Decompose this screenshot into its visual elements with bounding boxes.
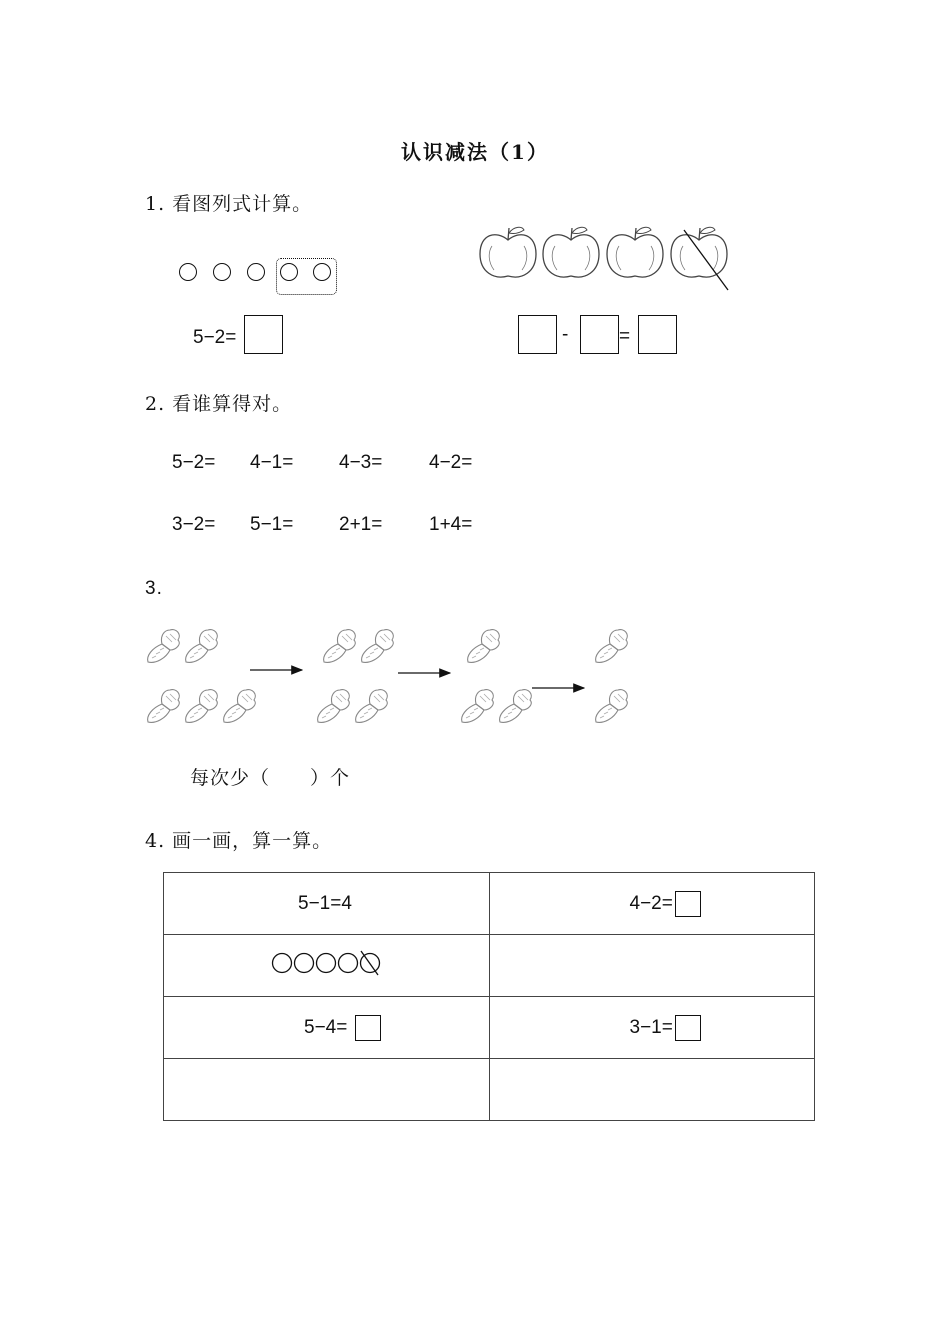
circle <box>179 263 197 281</box>
carrot-icon <box>356 690 388 723</box>
apple-group <box>478 224 738 294</box>
circle <box>213 263 231 281</box>
apple-icon <box>671 227 727 277</box>
drawing-area[interactable] <box>164 1059 490 1121</box>
answer-box[interactable] <box>355 1015 381 1041</box>
carrot-icon <box>148 690 180 723</box>
equation: 5−4= <box>304 1016 348 1038</box>
carrot-icon <box>186 690 218 723</box>
circle <box>339 954 358 973</box>
apple-icon <box>543 227 599 277</box>
carrot-icon <box>224 690 256 723</box>
answer-box[interactable] <box>518 315 557 354</box>
table-cell <box>489 997 815 1059</box>
answer-box[interactable] <box>244 315 283 354</box>
equation: 4−2= <box>629 892 673 914</box>
equation: 5−1= <box>250 514 294 535</box>
answer-box[interactable] <box>580 315 619 354</box>
equation-left: 5−2= <box>193 327 237 348</box>
question-3-heading: 3. <box>145 578 163 599</box>
circle <box>280 263 298 281</box>
carrot-icon <box>468 630 500 663</box>
answer-box[interactable] <box>638 315 677 354</box>
answer-box[interactable] <box>675 1015 701 1041</box>
drawing-area[interactable] <box>489 935 815 997</box>
equation: 3−1= <box>629 1016 673 1038</box>
carrot-icon <box>596 690 628 723</box>
carrot-icon <box>318 690 350 723</box>
drawing-area[interactable] <box>489 1059 815 1121</box>
apple-icon <box>480 227 536 277</box>
carrot-icon <box>500 690 532 723</box>
equation: 1+4= <box>429 514 473 535</box>
table-cell <box>164 997 490 1059</box>
carrot-icon <box>596 630 628 663</box>
table-row <box>164 997 815 1059</box>
table-cell <box>164 873 490 935</box>
question-2-heading: 2. 看谁算得对。 <box>145 393 293 415</box>
circle <box>247 263 265 281</box>
question-1-heading: 1. 看图列式计算。 <box>145 193 313 215</box>
circle <box>295 954 314 973</box>
carrot-sequence <box>140 622 640 732</box>
equation: 4−2= <box>429 452 473 473</box>
circle <box>273 954 292 973</box>
table-row <box>164 1059 815 1121</box>
apple-icon <box>607 227 663 277</box>
answer-box[interactable] <box>675 891 701 917</box>
circle <box>313 263 331 281</box>
carrot-icon <box>148 630 180 663</box>
table-row <box>164 873 815 935</box>
equals-sign: = <box>619 326 631 347</box>
equation: 4−1= <box>250 452 294 473</box>
equation: 3−2= <box>172 514 216 535</box>
carrot-icon <box>324 630 356 663</box>
equation: 5−2= <box>172 452 216 473</box>
example-circles <box>271 951 386 981</box>
equation: 2+1= <box>339 514 383 535</box>
equation: 5−1=4 <box>298 892 352 914</box>
page-title: 认识减法（1） <box>401 140 549 164</box>
table-row <box>164 935 815 997</box>
draw-and-calc-table <box>163 872 815 1121</box>
carrot-icon <box>186 630 218 663</box>
carrot-icon <box>462 690 494 723</box>
table-cell <box>164 935 490 997</box>
answer-prompt: 每次少（ ）个 <box>190 767 351 789</box>
equation: 4−3= <box>339 452 383 473</box>
question-4-heading: 4. 画一画，算一算。 <box>145 830 333 852</box>
table-cell <box>489 873 815 935</box>
circle <box>317 954 336 973</box>
minus-sign: - <box>562 324 569 345</box>
carrot-icon <box>362 630 394 663</box>
